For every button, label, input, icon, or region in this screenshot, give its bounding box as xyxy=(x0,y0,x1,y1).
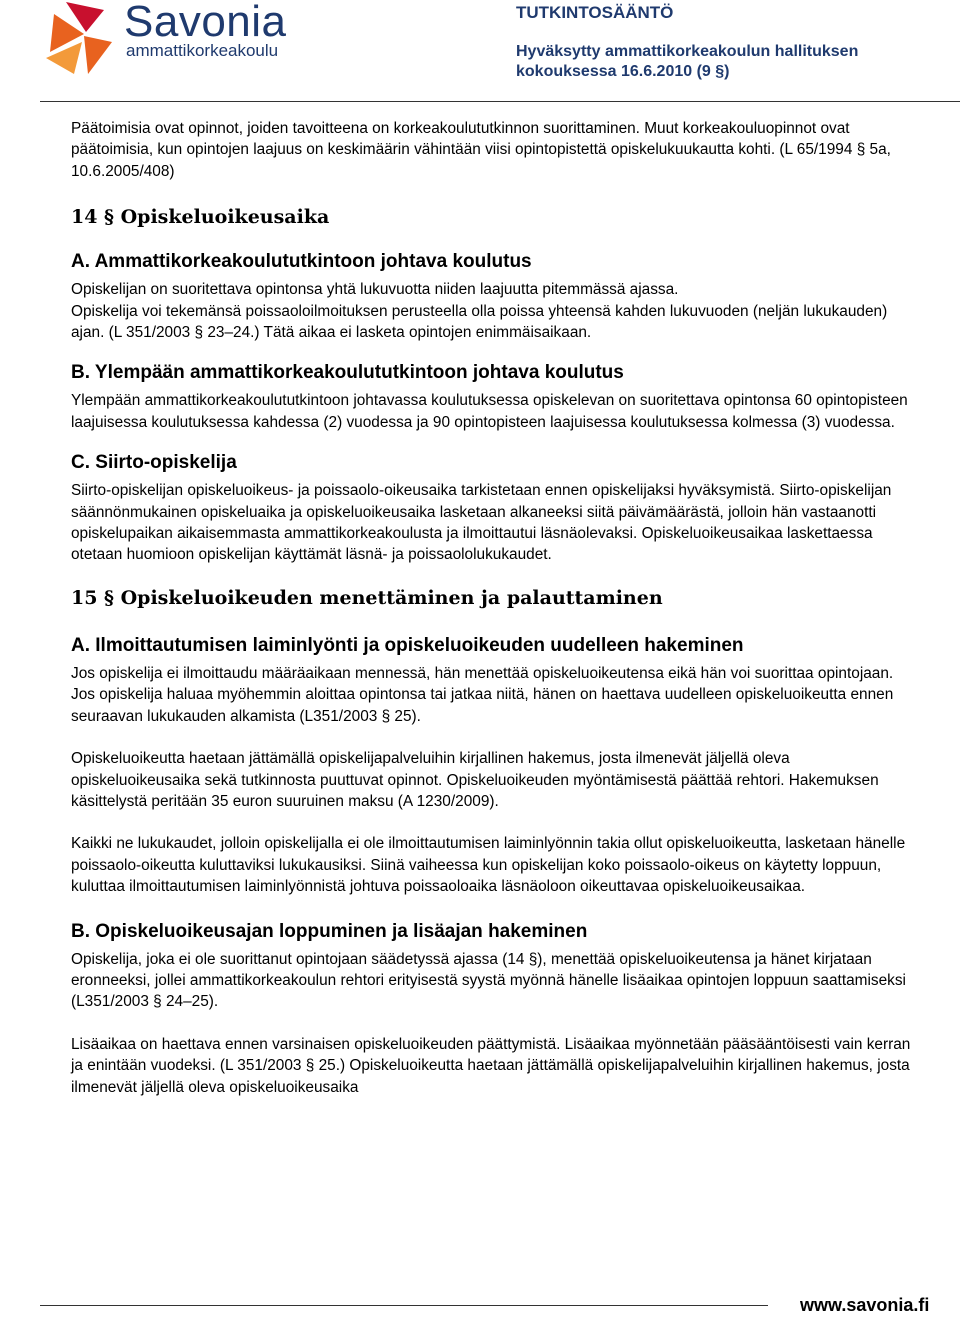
approval-note xyxy=(516,42,936,82)
section-14a-title: A. Ammattikorkeakoulututkintoon johtava koulutus xyxy=(71,251,532,273)
section-14c-paragraph: Siirto-opiskelijan opiskeluoikeus- ja poissaolo-oikeusaika tarkistetaan ennen opiskelijaksi hyväksymistä. Siirto-opiskelijan säännönmukainen opiskeluaika ja opiskeluoikeusaika lasketaan alkaneeksi siitä päivämäärästä, jolloin hän vastaanotti opiskelupaikan aikaisemmasta ammattikorkeakoulusta ja ilmoittautui läsnäolevaksi. Opiskeluoikeusaikaa laskettaessa otetaan huomioon opiskelijan käyttämät läsnä- ja poissaololukukaudet. xyxy=(71,482,892,564)
section-15a-paragraph-3: Kaikki ne lukukaudet, jolloin opiskelijalla ei ole ilmoittautumisen laiminlyönnin takia ollut opiskeluoikeutta, lasketaan hänelle poissaolo-oikeutta kuluttaviksi lukukausiksi. Siinä vaiheessa kun opiskelijan koko poissaolo-oikeus on käytetty loppuun, kuluttaa ilmoittautumisen laiminlyönnistä johtuva poissaoloaika läsnäoloon oikeuttavaa opiskeluoikeusaikaa. xyxy=(71,835,906,896)
section-15-title: 15 § Opiskeluoikeuden menettäminen ja palauttaminen xyxy=(71,586,663,609)
section-15b-paragraph-1: Opiskelija, joka ei ole suorittanut opintojaan säädetyssä ajassa (14 §), menettää opiskeluoikeutensa ja hänet kirjataan eronneeksi, jollei ammattikorkeakoulun rehtori erityisestä syystä myönnä hänelle lisäaikaa opintojen loppuun saattamiseksi (L351/2003 § 24–25). xyxy=(71,950,906,1011)
section-15a-paragraph-2: Opiskeluoikeutta haetaan jättämällä opiskelijapalveluihin kirjallinen hakemus, josta ilmenevät jäljellä oleva opiskeluoikeusaika sekä tutkinnosta puuttuvat opinnot. Opiskeluoikeuden myöntämisestä päättää rehtori. Hakemuksen käsittelystä peritään 35 euron suuruinen maksu (A 1230/2009). xyxy=(71,750,879,810)
approval-line-2: kokouksessa 16.6.2010 (9 §) xyxy=(516,63,730,80)
document-type: TUTKINTOSÄÄNTÖ xyxy=(516,3,674,22)
header-divider xyxy=(40,101,960,102)
section-15b-paragraph-2: Lisäaikaa on haettava ennen varsinaisen opiskeluoikeuden päättymistä. Lisäaikaa myönnetään pääsääntöisesti vain kerran ja enintään vuodeksi. (L 351/2003 § 25.) Opiskeluoikeutta haetaan jättämällä opiskelijapalveluihin kirjallinen hakemus, josta ilmenevät jäljellä oleva opiskeluoikeusaika xyxy=(71,1035,911,1096)
section-14c-title: C. Siirto-opiskelija xyxy=(71,452,237,474)
section-15a-title: A. Ilmoittautumisen laiminlyönti ja opiskeluoikeuden uudelleen hakeminen xyxy=(71,634,744,656)
footer-website-link[interactable]: www.savonia.fi xyxy=(800,1295,930,1315)
brand-subtitle: ammattikorkeakoulu xyxy=(126,41,279,60)
brand-name: Savonia xyxy=(124,0,287,46)
section-14b-title: B. Ylempään ammattikorkeakoulututkintoon johtava koulutus xyxy=(71,362,624,384)
footer-divider xyxy=(40,1305,768,1306)
approval-line-1: Hyväksytty ammattikorkeakoulun hallituksen xyxy=(516,43,859,60)
section-14a-paragraph-1: Opiskelijan on suoritettava opintonsa yhtä lukuvuotta niiden laajuutta pitemmässä ajassa. xyxy=(71,281,679,299)
document-body xyxy=(71,118,916,1098)
intro-paragraph: Päätoimisia ovat opinnot, joiden tavoitteena on korkeakoulututkinnon suorittaminen. Muut korkeakouluopinnot ovat päätoimisia, kun opintojen laajuus on keskimäärin vähintään viisi opintopistettä opiskelukuukautta kohti. (L 65/1994 § 5a, 10.6.2005/408) xyxy=(71,120,891,180)
section-14a-paragraph-2: Opiskelija voi tekemänsä poissaoloilmoituksen perusteella olla poissa yhteensä kahden lukuvuoden (neljän lukukauden) ajan. (L 351/2003 § 23–24.) Tätä aikaa ei lasketa opintojen enimmäisaikaan. xyxy=(71,302,888,342)
page-header xyxy=(0,0,960,104)
section-15a-paragraph-1: Jos opiskelija ei ilmoittaudu määräaikaan mennessä, hän menettää opiskeluoikeutensa eikä hän voi suorittaa opintojaan. Jos opiskelija haluaa myöhemmin aloittaa opintonsa tai jatkaa niitä, hänen on haettava uudelleen opiskeluoikeutta ennen seuraavan lukukauden alkamista (L351/2003 § 25). xyxy=(71,664,894,725)
section-14-title: 14 § Opiskeluoikeusaika xyxy=(71,206,330,229)
section-14b-paragraph: Ylempään ammattikorkeakoulututkintoon johtavassa koulutuksessa opiskelevan on suoritettava opintonsa 60 opintopisteen laajuisessa koulutuksessa kahdessa (2) vuodessa ja 90 opintopisteen laajuisessa koulutuksessa kolmessa (3) vuodessa. xyxy=(71,392,908,431)
section-15b-title: B. Opiskeluoikeusajan loppuminen ja lisäajan hakeminen xyxy=(71,920,588,942)
savonia-logo-icon xyxy=(44,2,114,74)
